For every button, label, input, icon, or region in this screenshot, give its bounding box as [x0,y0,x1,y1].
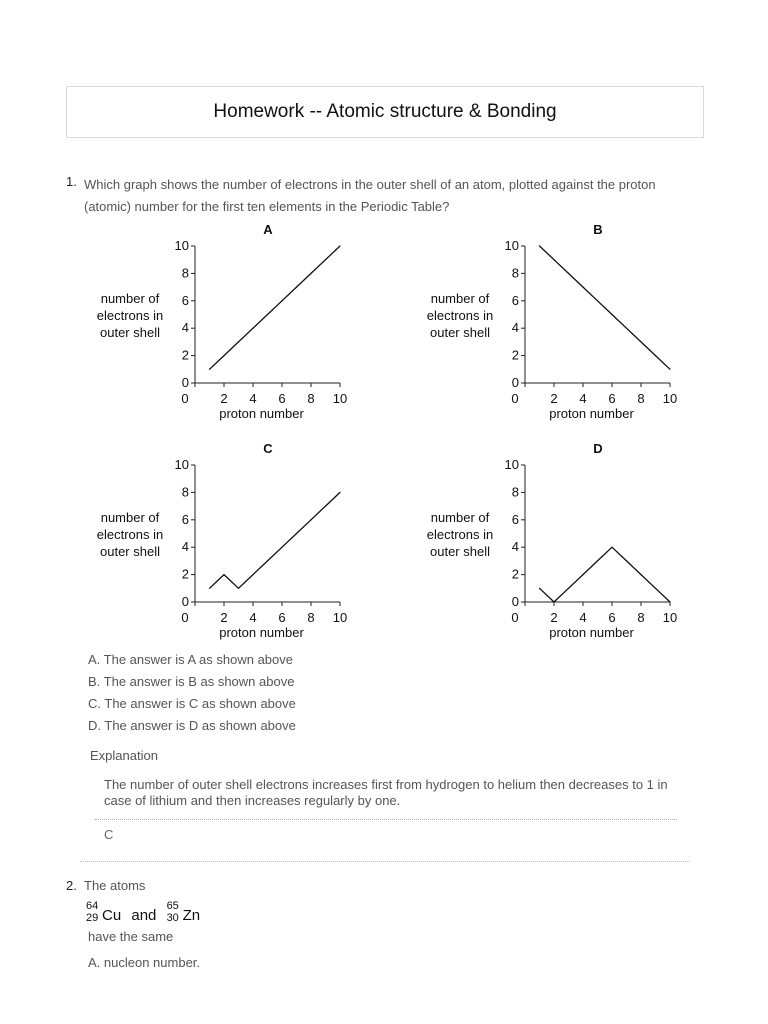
x-tick-label: 4 [579,610,587,625]
nuclide-copper [86,901,121,924]
data-point [626,328,627,329]
option-a[interactable]: A. The answer is A as shown above [88,652,293,667]
question-text: Which graph shows the number of electrons in the outer shell of an atom, plotted against the proton (atomic) number for the first ten elements in the Periodic Table? [84,177,656,214]
x-tick-label: 0 [511,391,519,406]
data-point [339,245,340,246]
y-tick-label: 2 [511,566,519,582]
data-point [209,369,210,370]
x-axis-label: proton number [549,625,634,640]
data-point [568,273,569,274]
x-tick-label: 0 [511,610,519,625]
x-tick-label: 6 [608,391,616,406]
x-tick-label: 2 [220,610,228,625]
y-tick-label: 2 [511,347,519,363]
chart-d [420,439,680,639]
data-point [209,588,210,589]
y-tick-label: 8 [181,484,189,500]
answer-options [88,650,296,738]
data-point [281,300,282,301]
question-number: 1. [66,174,77,189]
chart-svg [420,220,680,420]
nuclide-row [86,901,200,927]
data-point [597,560,598,561]
option-a[interactable]: A. nucleon number. [88,955,201,970]
connector: and [131,907,157,924]
y-axis-label: electrons in [96,527,164,542]
y-tick-label: 2 [181,347,189,363]
y-tick-label: 6 [181,292,189,308]
data-point [238,588,239,589]
y-tick-label: 4 [181,539,189,555]
y-axis-label: number of [430,510,490,525]
data-point [296,287,297,288]
x-tick-label: 2 [550,610,558,625]
y-tick-label: 6 [181,511,189,527]
data-point [223,574,224,575]
chart-c [90,439,350,639]
data-point [325,506,326,507]
y-tick-label: 0 [181,375,189,390]
y-tick-label: 8 [511,265,519,281]
page-title: Homework -- Atomic structure & Bonding [213,101,557,122]
data-point [611,547,612,548]
chart-svg [420,439,680,639]
data-point [325,259,326,260]
x-axis-label: proton number [549,406,634,421]
data-line [210,246,341,369]
x-tick-label: 6 [278,391,286,406]
x-tick-label: 2 [220,391,228,406]
data-point [553,259,554,260]
y-tick-label: 4 [181,320,189,336]
x-tick-label: 4 [249,391,257,406]
x-tick-label: 8 [307,391,315,406]
data-point [669,369,670,370]
x-tick-label: 8 [637,610,645,625]
data-point [310,273,311,274]
y-tick-label: 4 [511,539,519,555]
data-point [310,519,311,520]
y-tick-label: 2 [181,566,189,582]
nuclide-zinc [167,901,201,924]
y-axis-label: electrons in [426,527,494,542]
data-point [597,300,598,301]
atomic-number: 30 [166,912,179,924]
data-point [568,588,569,589]
atomic-number: 29 [86,912,99,924]
data-line [540,547,671,602]
y-tick-label: 0 [511,375,519,390]
chart-a [90,220,350,420]
data-point [281,547,282,548]
option-d[interactable]: D. The answer is D as shown above [88,718,296,733]
data-point [655,588,656,589]
y-axis-label: electrons in [426,308,494,323]
data-point [252,574,253,575]
data-point [223,355,224,356]
divider [95,819,677,820]
data-point [296,533,297,534]
data-point [539,245,540,246]
option-b[interactable]: B. The answer is B as shown above [88,674,295,689]
y-axis-label: outer shell [430,325,490,340]
chart-title: C [263,441,273,456]
data-point [669,601,670,602]
x-tick-label: 2 [550,391,558,406]
question-number: 2. [66,878,77,893]
question-stem: have the same [88,929,174,944]
chart-title: A [263,222,273,237]
data-point [267,560,268,561]
option-c[interactable]: C. The answer is C as shown above [88,696,296,711]
data-point [626,560,627,561]
element-symbol: Cu [102,907,122,924]
x-axis-label: proton number [219,625,304,640]
x-tick-label: 10 [662,610,678,625]
chart-svg [90,439,350,639]
y-tick-label: 0 [181,594,189,609]
y-axis-label: outer shell [100,325,160,340]
data-point [640,341,641,342]
title-box [66,86,704,138]
y-axis-label: outer shell [100,544,160,559]
data-point [582,574,583,575]
data-point [582,287,583,288]
data-point [539,588,540,589]
data-line [540,246,671,369]
y-axis-label: number of [100,291,160,306]
data-point [339,492,340,493]
y-tick-label: 4 [511,320,519,336]
question-divider [80,861,690,862]
x-tick-label: 0 [181,391,189,406]
mass-number: 65 [166,900,179,912]
x-tick-label: 10 [662,391,678,406]
data-point [655,355,656,356]
data-line [210,492,341,588]
explanation-label: Explanation [90,748,158,763]
question-text: The atoms [84,878,146,893]
y-tick-label: 6 [511,511,519,527]
y-tick-label: 10 [504,238,519,253]
data-point [640,574,641,575]
x-tick-label: 10 [332,391,348,406]
x-tick-label: 4 [249,610,257,625]
mass-number: 64 [86,900,99,912]
data-point [267,314,268,315]
chart-b [420,220,680,420]
chart-title: B [593,222,603,237]
y-tick-label: 6 [511,292,519,308]
data-point [553,601,554,602]
correct-answer: C [104,827,114,842]
x-tick-label: 6 [608,610,616,625]
element-symbol: Zn [182,907,201,924]
y-axis-label: number of [100,510,160,525]
y-tick-label: 10 [174,238,189,253]
y-tick-label: 10 [174,457,189,472]
y-tick-label: 8 [511,484,519,500]
x-tick-label: 0 [181,610,189,625]
x-tick-label: 8 [307,610,315,625]
y-tick-label: 0 [511,594,519,609]
x-tick-label: 6 [278,610,286,625]
explanation-text: The number of outer shell electrons increases first from hydrogen to helium then decreases to 1 in case of lithium and then increases regularly by one. [104,777,668,808]
y-tick-label: 10 [504,457,519,472]
chart-title: D [593,441,603,456]
x-tick-label: 8 [637,391,645,406]
data-point [611,314,612,315]
x-axis-label: proton number [219,406,304,421]
data-point [238,341,239,342]
x-tick-label: 4 [579,391,587,406]
x-tick-label: 10 [332,610,348,625]
y-tick-label: 8 [181,265,189,281]
data-point [252,328,253,329]
y-axis-label: number of [430,291,490,306]
y-axis-label: outer shell [430,544,490,559]
chart-svg [90,220,350,420]
y-axis-label: electrons in [96,308,164,323]
